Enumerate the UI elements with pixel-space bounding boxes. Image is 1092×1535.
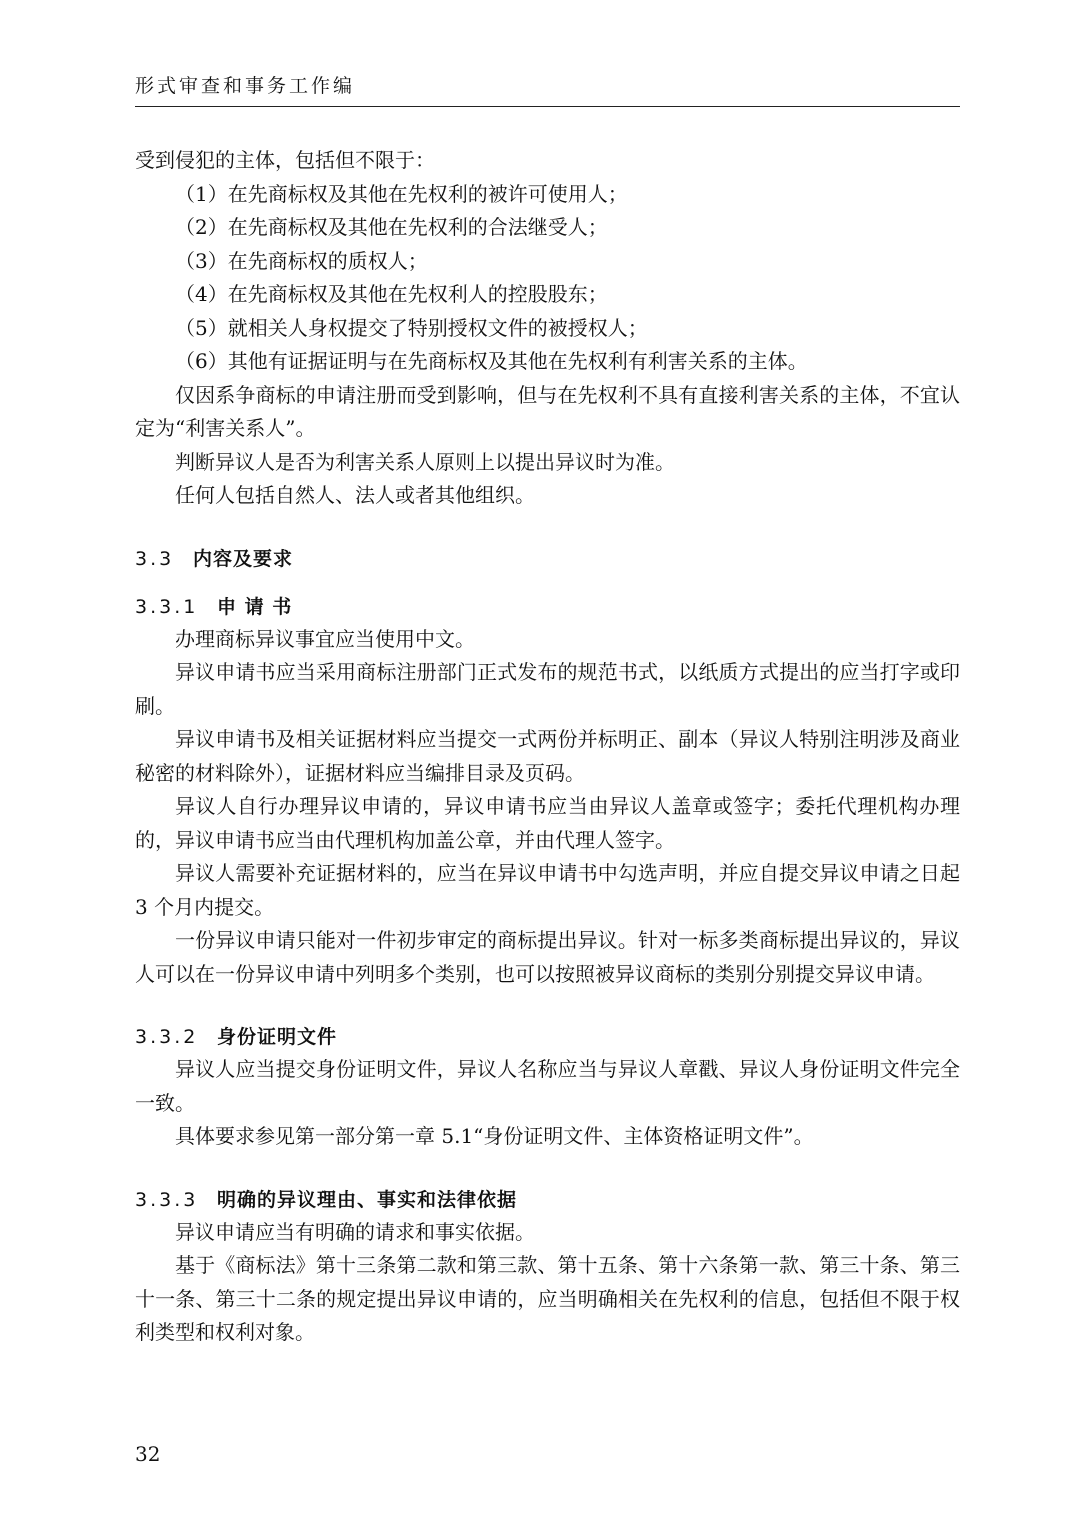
list-item: （1）在先商标权及其他在先权利的被许可使用人； <box>175 181 628 206</box>
list-item: （6）其他有证据证明与在先商标权及其他在先权利有利害关系的主体。 <box>175 349 808 373</box>
body-paragraph: 判断异议人是否为利害关系人原则上以提出异议时为准。 <box>175 449 675 474</box>
section-heading-3-3-1 <box>135 591 960 623</box>
body-paragraph: 异议人应当提交身份证明文件，异议人名称应当与异议人章戳、异议人身份证明文件完全一致。 <box>135 1057 960 1115</box>
section-number: 3.3 <box>135 547 175 570</box>
list-item: （4）在先商标权及其他在先权利人的控股股东； <box>175 282 608 306</box>
body-paragraph: 具体要求参见第一部分第一章 5.1“身份证明文件、主体资格证明文件”。 <box>175 1124 814 1148</box>
running-header: 形式审查和事务工作编 <box>135 72 960 107</box>
section-title: 内容及要求 <box>193 547 294 570</box>
section-number: 3.3.2 <box>135 1026 199 1048</box>
body-paragraph: 任何人包括自然人、法人或者其他组织。 <box>175 483 535 507</box>
section-number: 3.3.3 <box>135 1188 199 1211</box>
section-heading-3-3 <box>135 543 960 575</box>
page-body <box>135 144 960 1350</box>
body-paragraph: 办理商标异议事宜应当使用中文。 <box>175 626 475 651</box>
page-number: 32 <box>135 1442 161 1466</box>
body-paragraph: 一份异议申请只能对一件初步审定的商标提出异议。针对一标多类商标提出异议的，异议人可以在一份异议申请中列明多个类别，也可以按照被异议商标的类别分别提交异议申请。 <box>135 928 960 986</box>
section-title: 身份证明文件 <box>217 1026 338 1048</box>
body-paragraph: 基于《商标法》第十三条第二款和第三款、第十五条、第十六条第一款、第三十条、第三十一条、第三十二条的规定提出异议申请的，应当明确相关在先权利的信息，包括但不限于权利类型和权利对象。 <box>135 1253 960 1344</box>
section-number: 3.3.1 <box>135 595 199 618</box>
list-item: （2）在先商标权及其他在先权利的合法继受人； <box>175 215 608 239</box>
intro-paragraph: 受到侵犯的主体，包括但不限于： <box>135 148 435 172</box>
body-paragraph: 异议申请应当有明确的请求和事实依据。 <box>175 1219 535 1244</box>
list-item: （3）在先商标权的质权人； <box>175 248 428 273</box>
body-paragraph: 异议人自行办理异议申请的，异议申请书应当由异议人盖章或签字；委托代理机构办理的，异议申请书应当由代理机构加盖公章，并由代理人签字。 <box>135 794 960 852</box>
section-title: 明确的异议理由、事实和法律依据 <box>217 1188 518 1211</box>
body-paragraph: 异议人需要补充证据材料的，应当在异议申请书中勾选声明，并应自提交异议申请之日起 3 个月内提交。 <box>135 861 960 919</box>
section-heading-3-3-3 <box>135 1184 960 1216</box>
list-item: （5）就相关人身权提交了特别授权文件的被授权人； <box>175 315 648 340</box>
body-paragraph: 仅因系争商标的申请注册而受到影响，但与在先权利不具有直接利害关系的主体，不宜认定为“利害关系人”。 <box>135 382 960 440</box>
body-paragraph: 异议申请书应当采用商标注册部门正式发布的规范书式，以纸质方式提出的应当打字或印刷。 <box>135 660 960 718</box>
section-heading-3-3-2 <box>135 1021 960 1053</box>
body-paragraph: 异议申请书及相关证据材料应当提交一式两份并标明正、副本（异议人特别注明涉及商业秘密的材料除外），证据材料应当编排目录及页码。 <box>135 727 960 785</box>
section-title: 申 请 书 <box>217 595 293 618</box>
